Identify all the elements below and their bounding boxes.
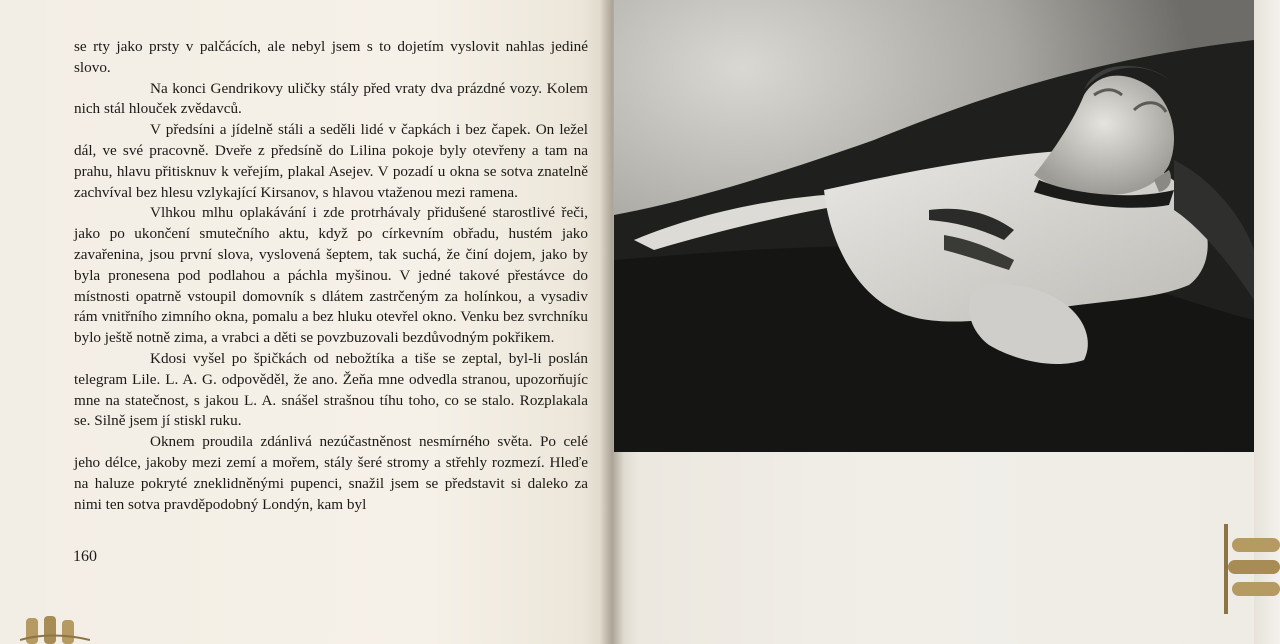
- body-text: [74, 37, 588, 515]
- page-number: 160: [73, 548, 97, 565]
- paragraph: V předsíni a jídelně stáli a seděli lidé v čapkách i bez čapek. On ležel dál, ve své pracovně. Dveře z předsíně do Lilina pokoje byly otevřeny a tam na prahu, hlavu přitisknuv k veřejím, plakal Asejev. V pozadí u okna se sotva znatelně zachvíval bez hlesu vzlykající Kirsanov, s hlavou vtaženou mezi ramena.: [74, 121, 588, 201]
- left-page: [0, 0, 612, 644]
- paragraph: Kdosi vyšel po špičkách od nebožtíka a tiše se zeptal, byl-li poslán telegram Lile. L. A. G. odpověděl, že ano. Žeňa mne odvedla stranou, upozorňujíc mne na statečnost, s jakou L. A. snášel strašnou tíhu toho, co se stalo. Rozplakala se. Silně jsem jí stiskl ruku.: [74, 349, 588, 430]
- paragraph: Na konci Gendrikovy uličky stály před vraty dva prázdné vozy. Kolem nich stál hlouček zvědavců.: [74, 79, 588, 118]
- photograph: [614, 0, 1254, 452]
- paragraph: se rty jako prsty v palčácích, ale nebyl jsem s to dojetím vyslovit nahlas jediné slovo.: [74, 38, 588, 76]
- photo-illustration: [614, 0, 1254, 452]
- binding-ring-icon: [20, 610, 90, 644]
- binding-ring-icon: [1224, 524, 1280, 614]
- paragraph: Vlhkou mlhu oplakávání i zde protrhávaly přidušené starostlivé řeči, jako po ukončení smutečního aktu, když po církevním obřadu, hustém jako zavařenina, jsou první slova, vyslovená šeptem, tak suchá, že činí dojem, jako by byla pronesena pod podlahou a páchla myšinou. V jedné takové přestávce do místnosti opatrně vstoupil domovník s dlátem zastrčeným za holínkou, a vysadiv rám vnitřního zimního okna, pomalu a bez hluku otevřel okno. Venku bez svrchníku bylo ještě notně zima, a vrabci a děti se povzbuzovali bezdůvodným pokřikem.: [74, 204, 588, 347]
- paragraph: Oknem proudila zdánlivá nezúčastněnost nesmírného světa. Po celé jeho délce, jakoby mezi zemí a mořem, stály šeré stromy a střehly rozmezí. Hleďe na haluze pokryté zneklidněnými pupenci, snažil jsem se představit si daleko za nimi ten sotva pravděpodobný Londýn, kam byl: [74, 433, 588, 513]
